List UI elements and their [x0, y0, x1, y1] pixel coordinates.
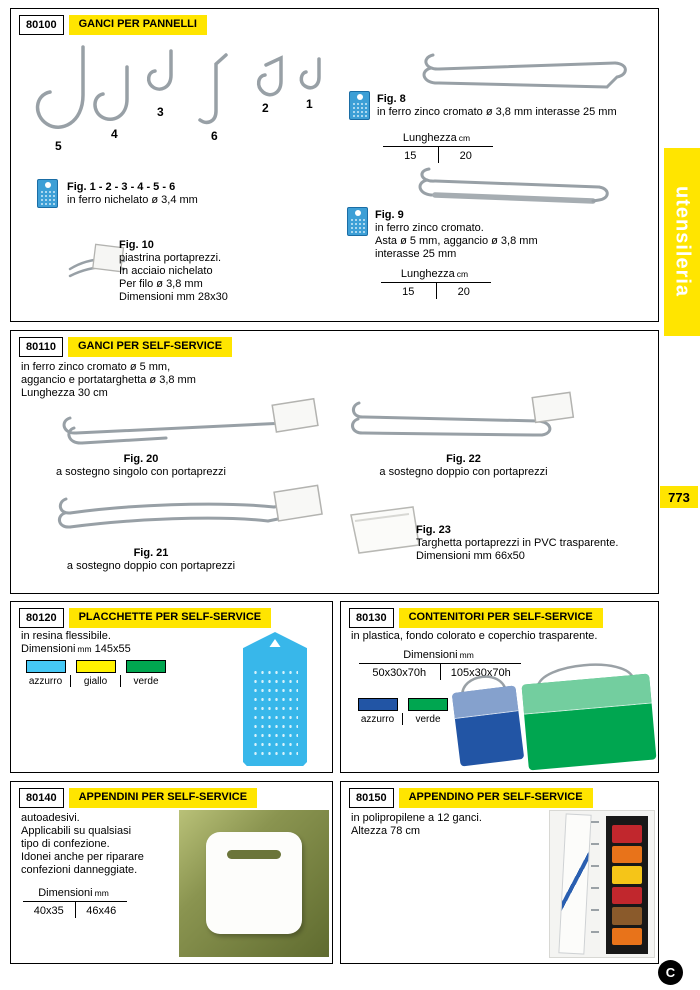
section-header: [19, 15, 207, 35]
product-pack: [612, 825, 642, 843]
fig-desc: Dimensioni mm 66x50: [416, 550, 525, 562]
blue-container-image: [452, 685, 525, 766]
table-header-label: Lunghezza: [402, 132, 457, 144]
swatch-label: verde: [415, 714, 441, 725]
product-pack: [612, 846, 642, 864]
fig-desc: in ferro zinco cromato ø 3,8 mm interasse 25 mm: [377, 106, 617, 118]
description-line: tipo di confezione.: [21, 838, 110, 850]
product-pack: [612, 907, 642, 925]
fig-label: Fig. 8: [377, 93, 406, 105]
fig-label: Fig. 23: [416, 524, 451, 536]
table-header-unit: mm: [94, 888, 109, 898]
section-code: 80110: [19, 337, 63, 357]
swatch-label: verde: [133, 676, 159, 687]
dim-unit: mm: [77, 644, 92, 654]
table-header-unit: cm: [458, 133, 471, 143]
description-line: aggancio e portatarghetta ø 3,8 mm: [21, 374, 196, 386]
swatch-verde: [408, 698, 448, 711]
display-strip-image: [549, 810, 655, 958]
table-cell: 15: [381, 283, 437, 299]
description-line: Applicabili su qualsiasi: [21, 825, 132, 837]
swatch-label: azzurro: [353, 713, 403, 725]
description-line: in ferro zinco cromato ø 5 mm,: [21, 361, 171, 373]
publisher-logo-icon: C: [658, 960, 683, 985]
fig10-text: [119, 239, 228, 304]
dimensions-table: [23, 886, 127, 918]
fig-desc: in ferro zinco cromato.: [375, 222, 484, 234]
green-container-image: [521, 674, 656, 771]
section-80110: [10, 330, 659, 594]
fig8-text: [377, 93, 617, 119]
color-swatches: [21, 660, 171, 687]
product-pack-icon: [37, 179, 58, 208]
swatch-label: giallo: [71, 675, 121, 687]
fig20-caption: [36, 453, 246, 479]
section-header: [19, 788, 257, 808]
description-line: Altezza 78 cm: [351, 825, 421, 837]
product-pack-icon: [349, 91, 370, 120]
table-cell: 50x30x70h: [359, 664, 441, 680]
product-pack: [612, 866, 642, 884]
hook-number: 6: [211, 129, 218, 143]
section-code: 80150: [349, 788, 394, 808]
hook-number: 4: [111, 127, 118, 141]
section-title: GANCI PER PANNELLI: [69, 15, 207, 35]
description-line: in polipropilene a 12 ganci.: [351, 812, 482, 824]
products-column: [606, 816, 648, 954]
description-line: in plastica, fondo colorato e coperchio trasparente.: [351, 630, 598, 642]
color-swatches: [353, 698, 453, 725]
table-header-label: Lunghezza: [400, 268, 455, 280]
section-title: CONTENITORI PER SELF-SERVICE: [399, 608, 603, 628]
product-pack-icon: [347, 207, 368, 236]
fig-group-text: [67, 181, 198, 207]
section-title: APPENDINI PER SELF-SERVICE: [69, 788, 258, 808]
hook-number: 1: [306, 97, 313, 111]
table-header-label: Dimensioni: [403, 649, 458, 661]
section-80100: [10, 8, 659, 322]
dim-value: 145x55: [94, 643, 131, 655]
product-pack: [612, 928, 642, 946]
description-line: Lunghezza 30 cm: [21, 387, 108, 399]
swatch-label: azzurro: [21, 675, 71, 687]
hanging-strip: [558, 813, 591, 954]
fig22-caption: [346, 453, 581, 479]
fig9-length-table: [381, 267, 491, 299]
section-code: 80120: [19, 608, 64, 628]
section-80150: [340, 781, 659, 964]
fig-label: Fig. 10: [119, 239, 154, 251]
fig-desc: a sostegno doppio con portaprezzi: [379, 466, 548, 478]
category-side-tab: [664, 148, 700, 336]
adhesive-hanger: [206, 832, 302, 934]
table-header-unit: cm: [456, 269, 469, 279]
fig20-hook-image: [56, 397, 326, 455]
fig-desc: interasse 25 mm: [375, 248, 457, 260]
table-cell: 20: [457, 286, 470, 298]
table-cell: 105x30x70h: [450, 667, 511, 679]
fig-desc: piastrina portaprezzi.: [119, 252, 222, 264]
section-header: [19, 608, 271, 628]
section-code: 80130: [349, 608, 394, 628]
section-description: [351, 812, 482, 838]
container-body: [521, 674, 656, 771]
table-cell: 46x46: [86, 905, 117, 917]
swatch-verde: [126, 660, 166, 673]
description-line: in resina flessibile.: [21, 630, 111, 642]
hook-number: 5: [55, 139, 62, 153]
fig22-hook-image: [346, 389, 581, 451]
fig23-tag-image: [343, 503, 425, 555]
section-80130: [340, 601, 659, 773]
fig21-hook-image: [56, 481, 326, 543]
panel-hooks-image: [23, 43, 328, 155]
section-code: 80100: [19, 15, 64, 35]
section-80140: [10, 781, 333, 964]
fig-desc: in ferro nichelato ø 3,4 mm: [67, 194, 198, 206]
fig9-text: [375, 209, 538, 261]
page-number: 773: [660, 486, 698, 508]
fig-label: Fig. 9: [375, 209, 404, 221]
fig-desc: In acciaio nichelato: [119, 265, 213, 277]
fig-desc: a sostegno singolo con portaprezzi: [56, 466, 226, 478]
fig8-length-table: [383, 131, 493, 163]
table-header: [23, 886, 127, 902]
hook-number: 3: [157, 105, 164, 119]
fig-desc: a sostegno doppio con portaprezzi: [66, 560, 236, 572]
dim-label: Dimensioni: [21, 643, 76, 655]
table-cell: 20: [459, 150, 472, 162]
section-title: PLACCHETTE PER SELF-SERVICE: [69, 608, 272, 628]
fig23-text: [416, 524, 618, 563]
fig21-caption: [41, 547, 261, 573]
category-label: utensileria: [671, 186, 694, 298]
section-title: GANCI PER SELF-SERVICE: [68, 337, 232, 357]
table-header: [359, 648, 521, 664]
table-header: [381, 267, 491, 283]
fig-label: Fig. 22: [446, 453, 481, 465]
swatch-azzurro: [358, 698, 398, 711]
table-header: [383, 131, 493, 147]
section-title: APPENDINO PER SELF-SERVICE: [399, 788, 593, 808]
fig-desc: Dimensioni mm 28x30: [119, 291, 228, 303]
table-header-label: Dimensioni: [38, 887, 93, 899]
product-pack: [612, 887, 642, 905]
strip-hooks: [591, 821, 599, 951]
table-header-unit: mm: [459, 650, 474, 660]
section-header: [349, 608, 603, 628]
container-body: [452, 685, 525, 766]
description-line: Idonei anche per riparare: [21, 851, 144, 863]
section-header: [19, 337, 232, 357]
hook-number: 2: [262, 101, 269, 115]
placchetta-image: [243, 632, 307, 766]
fig-label: Fig. 1 - 2 - 3 - 4 - 5 - 6: [67, 181, 176, 193]
section-code: 80140: [19, 788, 64, 808]
section-description: [21, 812, 144, 877]
fig-desc: Asta ø 5 mm, aggancio ø 3,8 mm: [375, 235, 538, 247]
fig-desc: Targhetta portaprezzi in PVC trasparente.: [416, 537, 619, 549]
swatch-giallo: [76, 660, 116, 673]
fig-label: Fig. 21: [133, 547, 169, 559]
dimensions-line: [21, 643, 131, 656]
description-line: confezioni danneggiate.: [21, 864, 138, 876]
section-header: [349, 788, 593, 808]
section-description: [21, 361, 196, 400]
table-cell: 40x35: [23, 902, 76, 918]
description-line: autoadesivi.: [21, 812, 80, 824]
fig-label: Fig. 20: [123, 453, 159, 465]
swatch-azzurro: [26, 660, 66, 673]
table-cell: 15: [383, 147, 439, 163]
appendino-adesivo-image: [179, 810, 329, 957]
fig-desc: Per filo ø 3,8 mm: [119, 278, 203, 290]
section-80120: [10, 601, 333, 773]
